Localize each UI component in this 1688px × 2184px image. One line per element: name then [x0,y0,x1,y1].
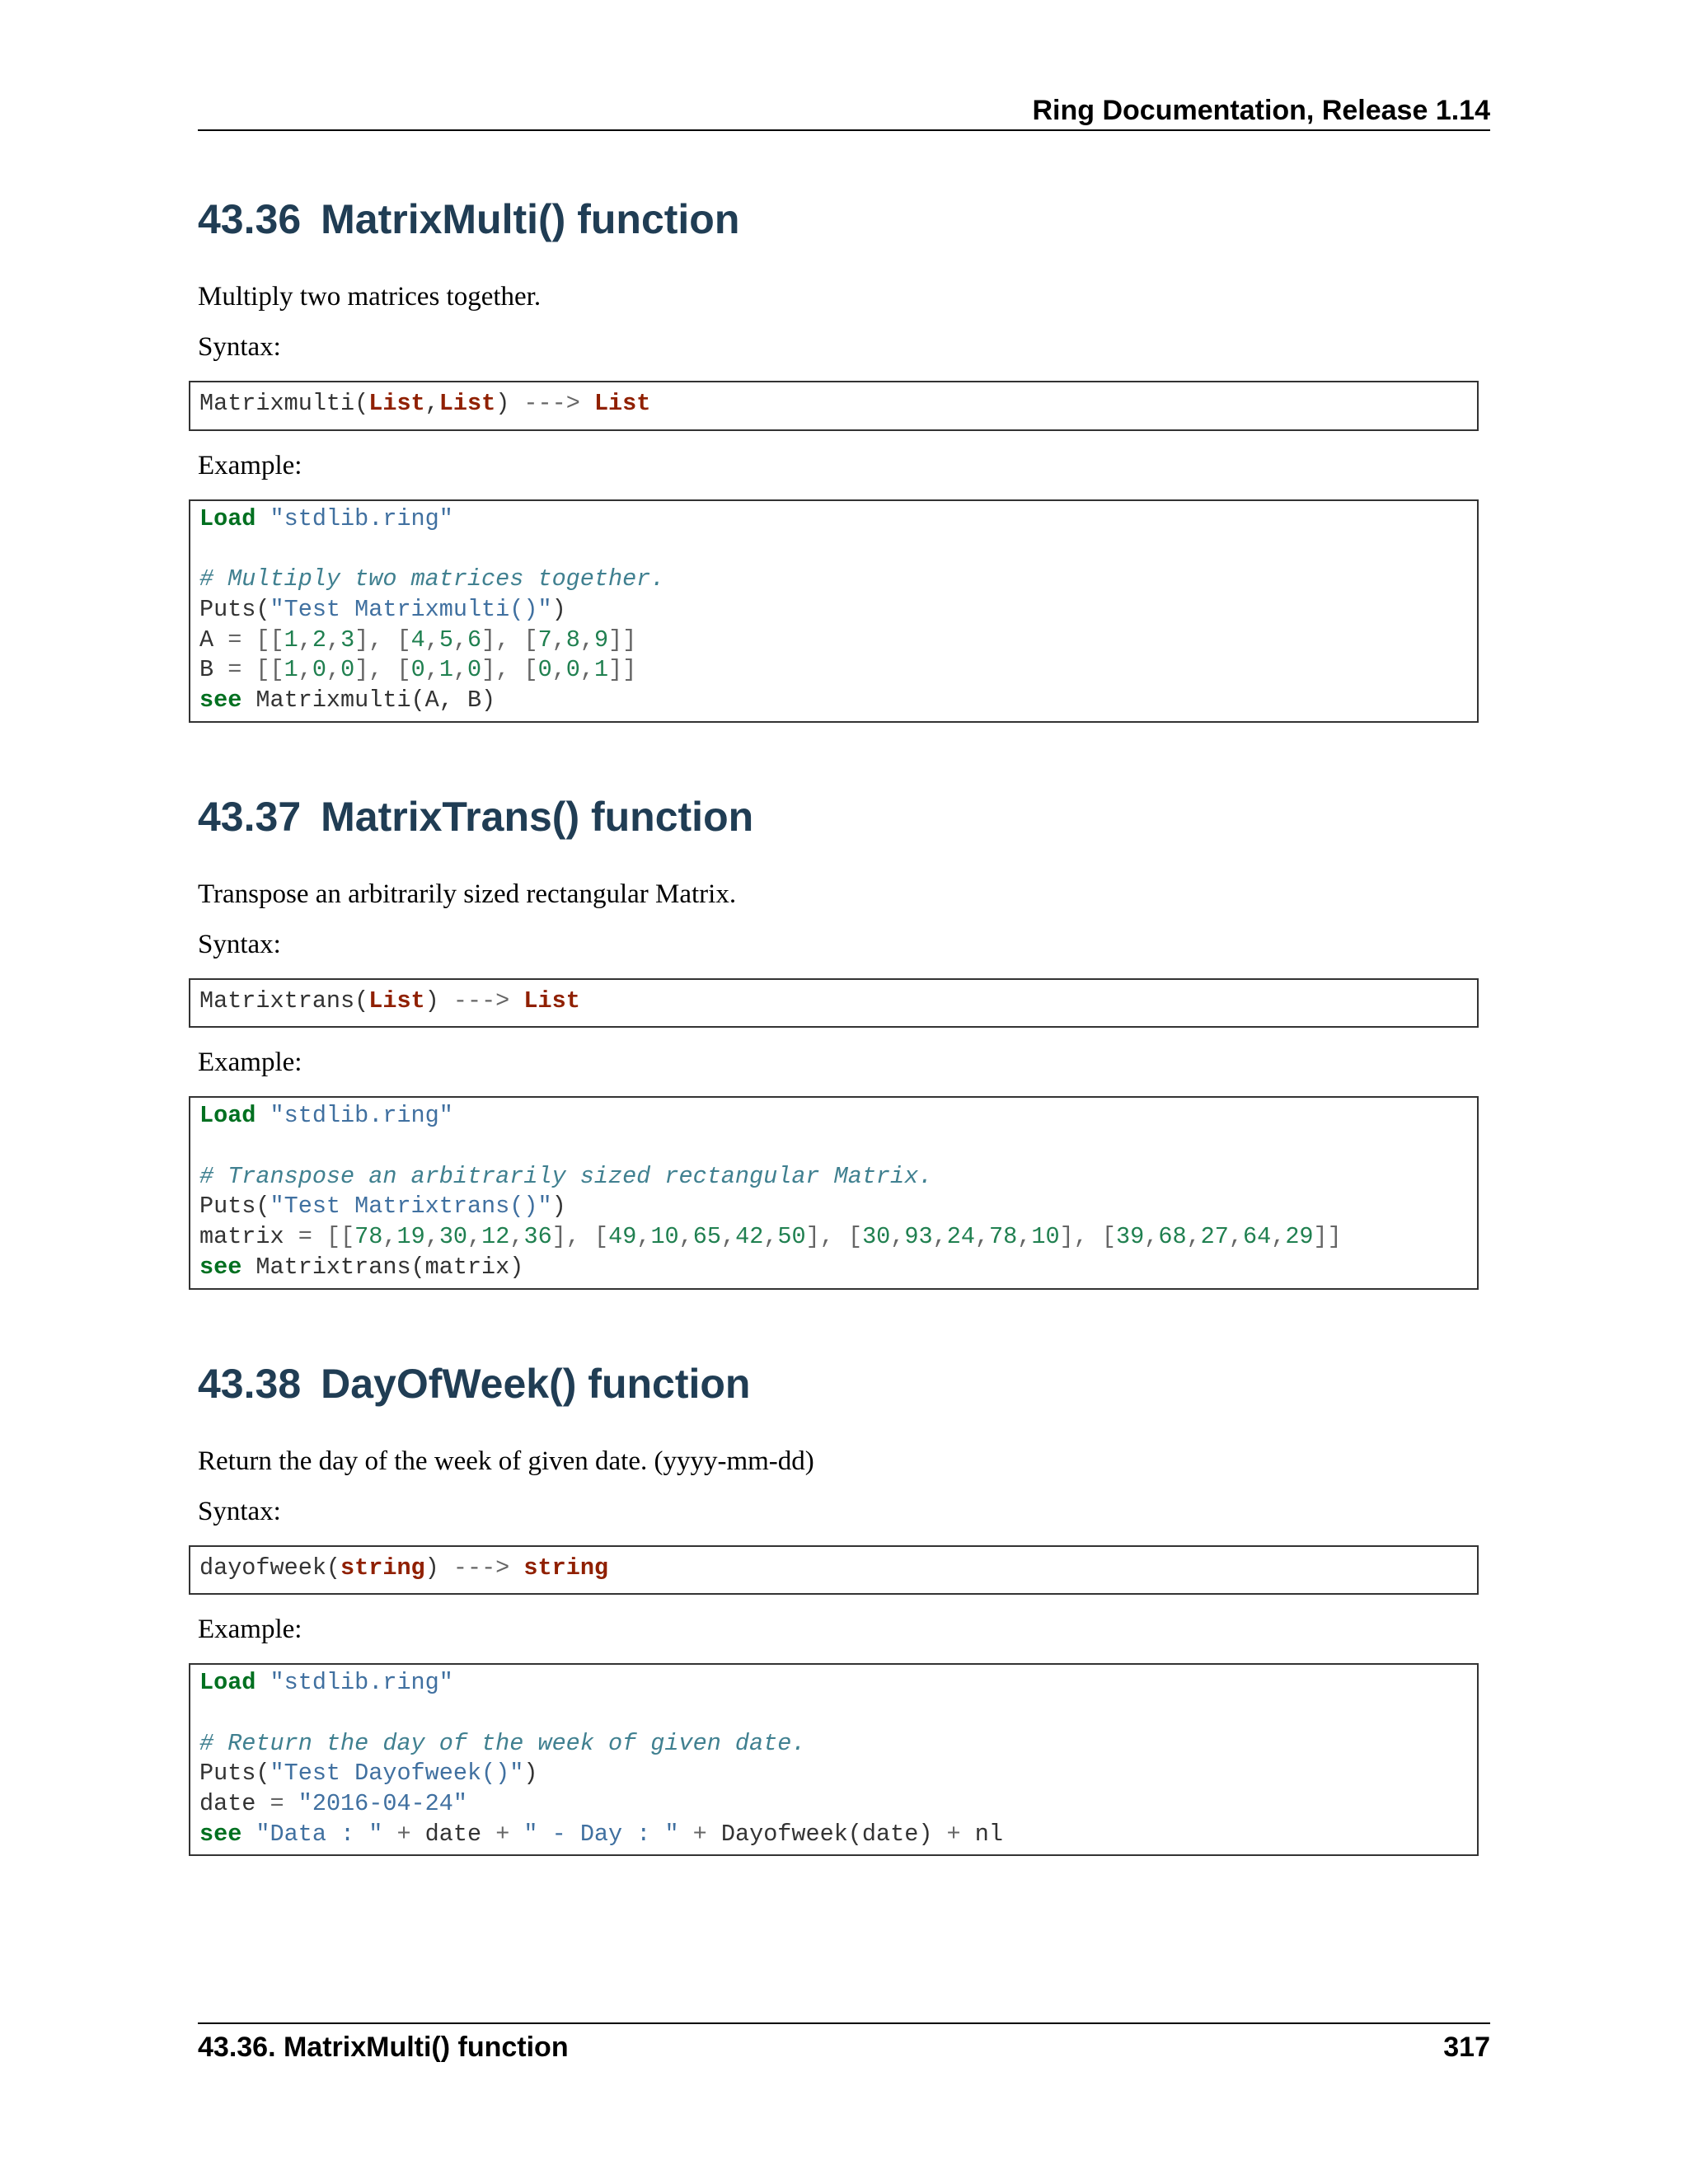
code-token: ) [551,595,566,623]
code-token: 10 [650,1223,679,1251]
syntax-label: Syntax: [198,929,281,959]
code-token: ], [ [354,656,411,684]
code-token: 0 [340,656,355,684]
syntax-code-block[interactable] [189,1545,1479,1596]
code-token: , [932,1223,947,1251]
code-token: 78 [989,1223,1018,1251]
code-token: 0 [565,656,580,684]
code-token: B [199,656,228,684]
syntax-label: Syntax: [198,332,281,362]
code-token: ], [ [354,626,411,654]
code-token: , [1017,1223,1032,1251]
page-header: Ring Documentation, Release 1.14 [1032,95,1490,126]
code-line [199,687,495,714]
example-label: Example: [198,1615,302,1645]
code-line [199,1669,453,1696]
code-line [199,1790,467,1817]
section-description: Transpose an arbitrarily sized rectangular Matrix. [198,879,737,909]
code-line [199,1102,453,1129]
code-line [199,1163,932,1190]
code-token: 8 [565,626,580,654]
code-token: 42 [735,1223,764,1251]
code-token: ]] [1313,1223,1342,1251]
code-token [580,390,594,417]
code-token: see [199,1253,242,1281]
code-token: 64 [1243,1223,1272,1251]
code-token: matrix [199,1223,298,1251]
code-token: 30 [862,1223,891,1251]
code-line [199,596,566,623]
code-token: "2016-04-24" [298,1790,467,1818]
code-token: ) [495,390,524,417]
code-token: string [340,1554,425,1582]
code-token: 30 [438,1223,468,1251]
code-token: Puts( [199,1193,270,1221]
code-token: Matrixtrans( [199,987,369,1015]
code-line [199,656,636,683]
code-token: date [199,1790,270,1818]
section-matrixtrans [198,782,1508,1290]
code-token: Load [199,504,256,532]
code-token: dayofweek( [199,1554,341,1582]
code-token: ]] [608,626,637,654]
code-token: ], [ [481,626,538,654]
code-token: , [424,626,439,654]
code-token: 29 [1285,1223,1314,1251]
code-token: ---> [452,987,510,1015]
code-token: ---> [452,1554,510,1582]
syntax-label: Syntax: [198,1496,281,1526]
code-token: , [636,1223,651,1251]
code-token: Load [199,1102,256,1130]
code-line [199,1254,523,1281]
code-token: , [326,656,341,684]
code-token: , [1228,1223,1243,1251]
code-line [199,565,664,593]
code-token: 65 [692,1223,721,1251]
section-heading: 43.38 DayOfWeek() function [198,1360,751,1407]
code-token: 5 [438,626,453,654]
code-token: 3 [340,626,355,654]
code-token: , [452,626,468,654]
code-token: Puts( [199,595,270,623]
code-token: 0 [410,656,425,684]
code-token: 24 [946,1223,975,1251]
code-token [256,505,270,532]
code-token: 19 [396,1223,425,1251]
code-token: A [199,626,228,654]
code-token: ) [523,1760,538,1788]
code-token [509,1554,523,1582]
code-token: # Transpose an arbitrarily sized rectangular Matrix. [199,1162,933,1190]
code-token: ) [424,987,453,1015]
syntax-code-block[interactable] [189,381,1479,431]
code-token: [[ [241,626,284,654]
code-token [382,1821,396,1848]
code-token: , [579,656,595,684]
code-token: , [452,656,468,684]
code-token: 93 [904,1223,933,1251]
syntax-code-block[interactable] [189,978,1479,1029]
code-token: 0 [467,656,482,684]
code-token: Puts( [199,1760,270,1788]
code-token: + [946,1820,961,1848]
code-token: 27 [1200,1223,1229,1251]
code-token: Matrixtrans(matrix) [241,1253,524,1281]
code-token: Dayofweek(date) [706,1820,947,1848]
code-token [679,1821,693,1848]
code-token: 39 [1116,1223,1145,1251]
code-token: 12 [481,1223,510,1251]
code-token: 9 [594,626,609,654]
code-token: 4 [410,626,425,654]
code-token: , [326,626,341,654]
code-token: , [1186,1223,1201,1251]
code-token: , [974,1223,990,1251]
code-token: 1 [284,656,298,684]
code-token: see [199,1820,242,1848]
code-token: , [1144,1223,1159,1251]
code-token: "stdlib.ring" [270,1669,453,1697]
code-token: , [551,656,566,684]
code-token [256,1102,270,1129]
code-token: List [593,390,651,417]
code-token [509,987,523,1015]
header-rule [198,129,1490,131]
code-token [284,1790,298,1817]
code-token: "Test Matrixtrans()" [270,1193,552,1221]
code-token: ], [ [481,656,538,684]
example-label: Example: [198,1047,302,1078]
code-token: Load [199,1669,256,1697]
code-token: 1 [284,626,298,654]
code-token: Matrixmulti( [199,390,369,417]
code-token: ]] [608,656,637,684]
code-token: string [523,1554,609,1582]
code-token: List [438,390,496,417]
code-token [509,1821,523,1848]
code-token: , [720,1223,736,1251]
code-token: ], [ [805,1223,863,1251]
code-token: 0 [312,656,326,684]
code-token: 49 [608,1223,637,1251]
footer-rule [198,2022,1490,2024]
code-token: 0 [537,656,552,684]
code-token: = [227,626,242,654]
code-line [199,1821,1003,1848]
code-token: 36 [523,1223,552,1251]
code-token: 1 [594,656,609,684]
code-token: ], [ [551,1223,609,1251]
code-token [256,1669,270,1696]
code-token: [[ [312,1223,355,1251]
code-token: Matrixmulti(A, B) [241,686,496,714]
code-token: 10 [1031,1223,1060,1251]
code-token: 7 [537,626,552,654]
code-token: 1 [438,656,453,684]
code-token: 2 [312,626,326,654]
code-token: , [298,656,312,684]
footer-section: 43.36. MatrixMulti() function [198,2032,569,2063]
code-token: List [523,987,580,1015]
code-line [199,1730,805,1757]
code-token: "Test Dayofweek()" [270,1760,524,1788]
code-token: date [410,1820,496,1848]
code-token: + [495,1820,510,1848]
code-token: List [368,987,425,1015]
code-token: , [382,1223,397,1251]
code-token: , [424,656,439,684]
section-heading: 43.36 MatrixMulti() function [198,196,740,242]
page-footer [198,2029,1490,2065]
code-token: ) [551,1193,566,1221]
section-description: Return the day of the week of given date. (yyyy-mm-dd) [198,1446,814,1476]
code-token: , [298,626,312,654]
code-token: , [424,1223,439,1251]
code-token: ) [424,1554,453,1582]
section-matrixmulti [198,185,1508,723]
code-token: 78 [354,1223,383,1251]
page-number: 317 [1443,2032,1490,2063]
section-heading: 43.37 MatrixTrans() function [198,793,754,840]
code-token: , [579,626,595,654]
code-token: , [509,1223,524,1251]
code-token: List [368,390,425,417]
example-code-block[interactable] [189,1663,1479,1856]
code-token: "Test Matrixmulti()" [270,595,552,623]
code-token: ], [ [1059,1223,1117,1251]
code-token: + [396,1820,411,1848]
code-line [199,505,453,532]
code-token: see [199,686,242,714]
code-token: , [678,1223,693,1251]
code-token: = [298,1223,312,1251]
code-token: "stdlib.ring" [270,1102,453,1130]
code-token: , [1271,1223,1286,1251]
section-dayofweek [198,1349,1508,1857]
code-token: 68 [1158,1223,1187,1251]
code-token: , [763,1223,778,1251]
code-token: [[ [241,656,284,684]
code-token: , [424,390,439,417]
code-token: # Multiply two matrices together. [199,565,665,593]
code-line [199,1193,566,1220]
code-token: , [890,1223,905,1251]
example-code-block[interactable] [189,499,1479,723]
code-token: ---> [523,390,580,417]
code-token: nl [960,1820,1003,1848]
code-token: "stdlib.ring" [270,504,453,532]
code-token: , [467,1223,482,1251]
example-code-block[interactable] [189,1096,1479,1289]
code-line [199,626,636,654]
code-token: = [270,1790,284,1818]
code-line [199,1223,1342,1250]
code-token: 50 [777,1223,806,1251]
code-line [199,1760,537,1787]
code-token: 6 [467,626,482,654]
example-label: Example: [198,450,302,480]
code-token: # Return the day of the week of given date. [199,1729,806,1757]
code-token: " - Day : " [523,1820,679,1848]
code-token: "Data : " [256,1820,383,1848]
code-token: = [227,656,242,684]
code-token [241,1821,256,1848]
code-token: , [551,626,566,654]
code-token: + [692,1820,707,1848]
page-content [198,185,1508,1856]
section-description: Multiply two matrices together. [198,282,542,312]
